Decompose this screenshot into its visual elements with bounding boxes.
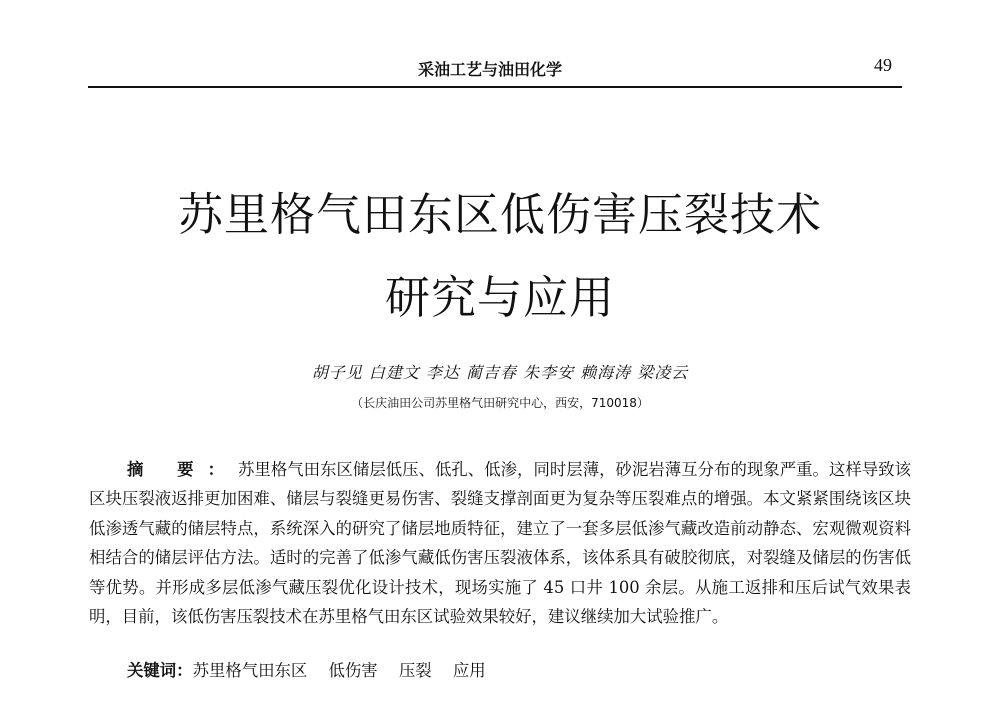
header-rule [88,86,902,88]
keyword-item: 压裂 [398,661,432,680]
article-title-line-2: 研究与应用 [384,271,615,324]
article-title-line-1: 苏里格气田东区低伤害压裂技术 [177,188,822,241]
keywords-label: 关键词： [127,661,193,680]
keyword-item: 低伤害 [328,661,378,680]
abstract-text: 苏里格气田东区储层低压、低孔、低渗，同时层薄，砂泥岩薄互分布的现象严重。这样导致该区块压裂液返排更加困难、储层与裂缝更易伤害、裂缝支撑剖面更为复杂等压裂难点的增强。本文紧紧围绕该区块低渗透气藏的储层特点，系统深入的研究了储层地质特征，建立了一套多层低渗气藏改造前动静态、宏观微观资料相结合的储层评估方法。适时的完善了低渗气藏低伤害压裂液体系，该体系具有破胶彻底，对裂缝及储层的伤害低等优势。并形成多层低渗气藏压裂优化设计技术，现场实施了 45 口井 100 余层。从施工返排和压后试气效果表明，目前，该低伤害压裂技术在苏里格气田东区试验效果较好，建议继续加大试验推广。 [89,460,911,627]
journal-name: 采油工艺与油田化学 [418,60,563,79]
author-list: 胡子见 白建文 李达 蔺吉春 朱李安 赖海涛 梁凌云 [311,363,689,382]
keyword-item: 应用 [452,661,486,680]
abstract [89,455,911,631]
page-number: 49 [874,55,892,75]
keywords [127,657,502,681]
keyword-item: 苏里格气田东区 [192,661,308,680]
affiliation: （长庆油田公司苏里格气田研究中心，西安，710018） [351,396,649,410]
abstract-label: 摘 要： [127,460,238,479]
